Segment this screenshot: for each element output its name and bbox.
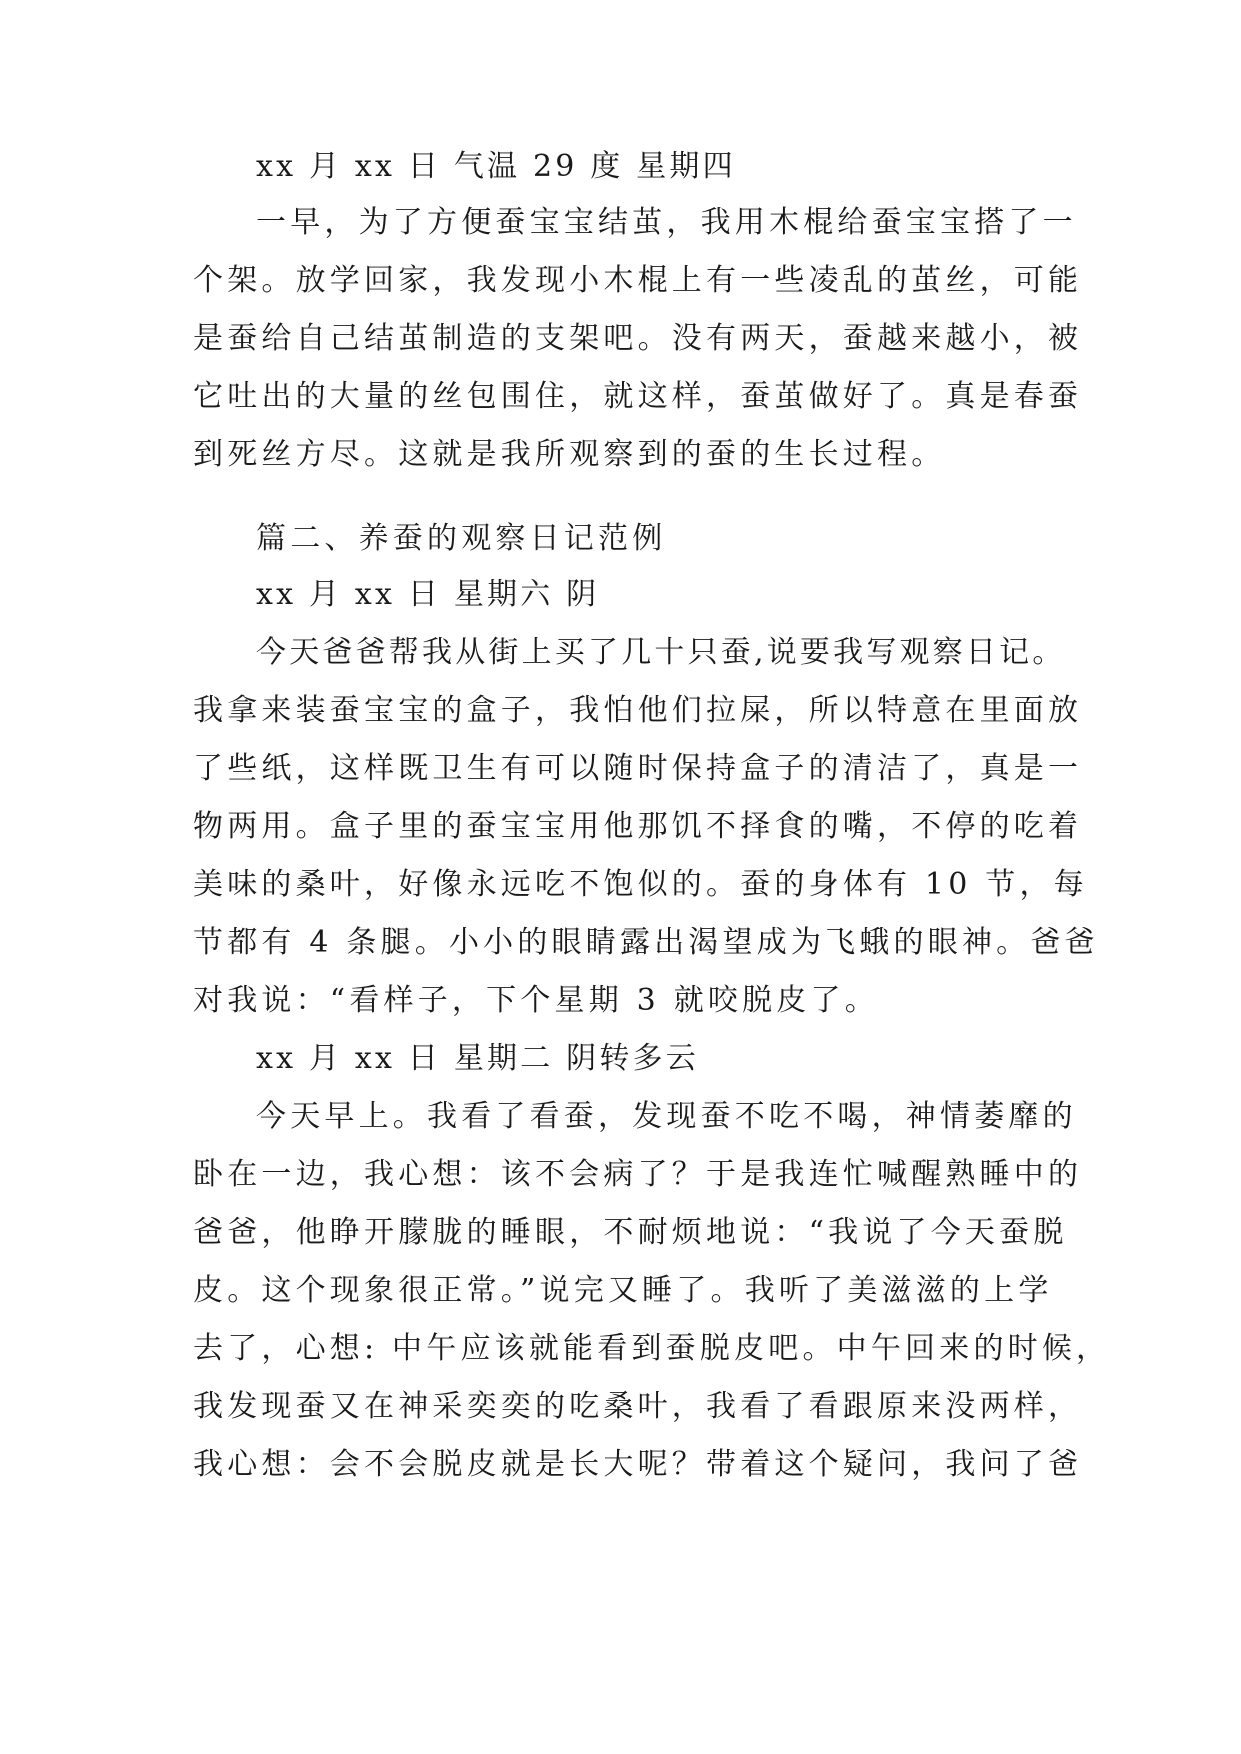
paragraph-line: 我拿来装蚕宝宝的盒子，我怕他们拉屎，所以特意在里面放 (193, 693, 1083, 728)
paragraph-line: 爸爸，他睁开朦胧的睡眼，不耐烦地说：“我说了今天蚕脱 (193, 1215, 1068, 1250)
entry-date-line: xx 月 xx 日 星期二 阴转多云 (256, 1041, 699, 1076)
entry-date-line: xx 月 xx 日 星期六 阴 (256, 577, 600, 612)
paragraph-line: 我发现蚕又在神采奕奕的吃桑叶，我看了看跟原来没两样， (193, 1389, 1083, 1424)
paragraph-line: 个架。放学回家，我发现小木棍上有一些凌乱的茧丝，可能 (193, 263, 1083, 298)
paragraph-line: 物两用。盒子里的蚕宝宝用他那饥不择食的嘴，不停的吃着 (193, 809, 1083, 844)
paragraph-line: 是蚕给自己结茧制造的支架吧。没有两天，蚕越来越小，被 (193, 321, 1083, 356)
paragraph-line: 它吐出的大量的丝包围住，就这样，蚕茧做好了。真是春蚕 (193, 379, 1083, 414)
paragraph-line: 去了，心想: 中午应该就能看到蚕脱皮吧。中午回来的时候， (193, 1331, 1111, 1366)
section-title: 篇二、养蚕的观察日记范例 (256, 521, 667, 556)
paragraph-line: 节都有 4 条腿。小小的眼睛露出渴望成为飞蛾的眼神。爸爸 (193, 925, 1099, 960)
paragraph-line: 到死丝方尽。这就是我所观察到的蚕的生长过程。 (193, 437, 946, 472)
paragraph-line: 皮。这个现象很正常。”说完又睡了。我听了美滋滋的上学 (193, 1273, 1053, 1308)
paragraph-line: 了些纸，这样既卫生有可以随时保持盒子的清洁了，真是一 (193, 751, 1083, 786)
paragraph-line: 今天早上。我看了看蚕，发现蚕不吃不喝，神情萎靡的 (256, 1099, 1077, 1134)
paragraph-line: 我心想：会不会脱皮就是长大呢？带着这个疑问，我问了爸 (193, 1447, 1083, 1482)
paragraph-line: 一早，为了方便蚕宝宝结茧，我用木棍给蚕宝宝搭了一 (256, 205, 1077, 240)
paragraph-line: 卧在一边，我心想：该不会病了？于是我连忙喊醒熟睡中的 (193, 1157, 1083, 1192)
paragraph-line: 美味的桑叶，好像永远吃不饱似的。蚕的身体有 10 节，每 (193, 867, 1088, 902)
paragraph-line: 对我说：“看样子，下个星期 3 就咬脱皮了。 (193, 983, 879, 1018)
paragraph-line: 今天爸爸帮我从街上买了几十只蚕,说要我写观察日记。 (256, 635, 1066, 670)
entry-date-line: xx 月 xx 日 气温 29 度 星期四 (256, 149, 736, 184)
